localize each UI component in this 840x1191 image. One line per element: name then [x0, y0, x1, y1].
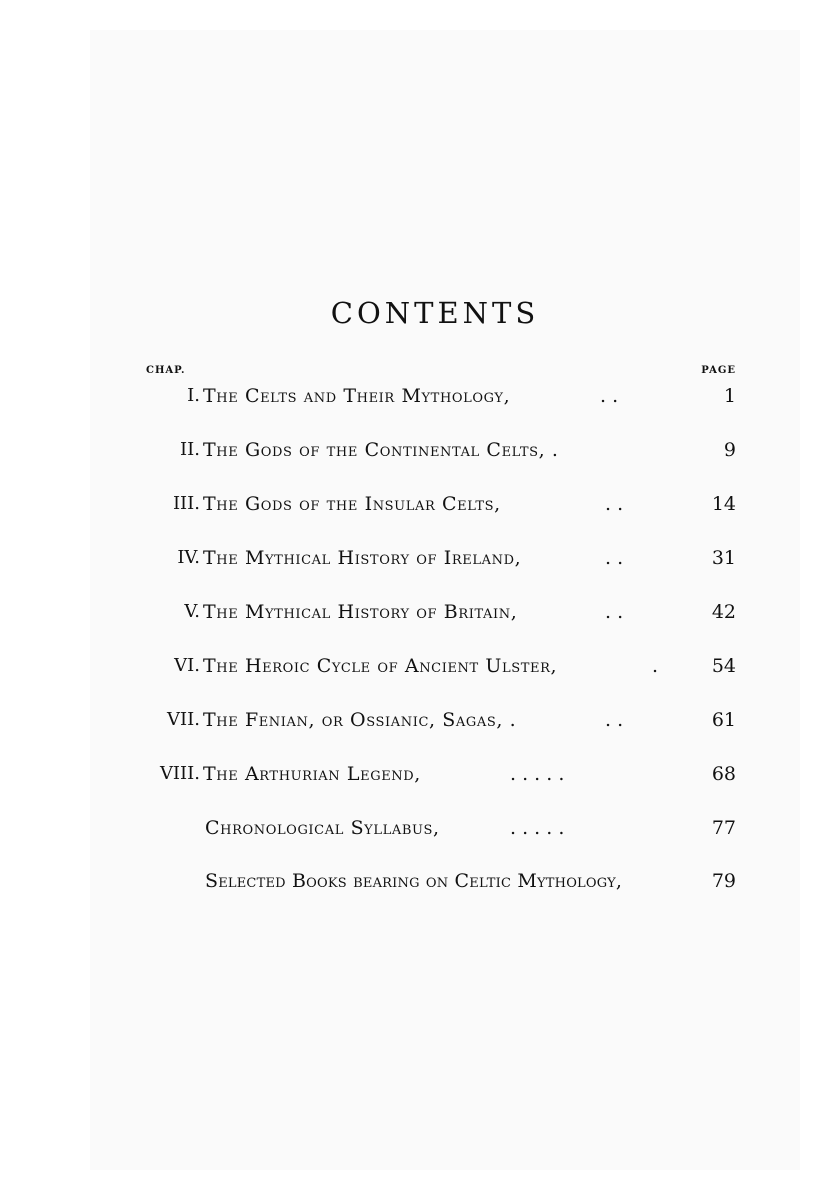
dot-leaders: . .: [600, 385, 619, 407]
chapter-title: The Mythical History of Britain,: [203, 601, 518, 623]
page-number: 77: [711, 817, 736, 839]
dot-leaders: . .: [605, 493, 624, 515]
appendix-title: Selected Books bearing on Celtic Mythology,: [205, 870, 623, 892]
toc-entry: [0, 597, 840, 627]
chapter-numeral: I.: [187, 385, 200, 406]
page-number: 1: [723, 385, 736, 407]
chapter-title: The Celts and Their Mythology,: [203, 385, 511, 407]
toc-entry: [0, 543, 840, 573]
chapter-numeral: VII.: [167, 709, 200, 730]
page-number: 14: [711, 493, 736, 515]
page-number: 31: [711, 547, 736, 569]
toc-entry: [0, 705, 840, 735]
dot-leaders: .: [652, 655, 659, 677]
page-number: 79: [711, 870, 736, 892]
chapter-title: The Gods of the Continental Celts, .: [203, 439, 559, 461]
chapter-numeral: IV.: [177, 547, 200, 568]
appendix-title: Chronological Syllabus,: [205, 817, 440, 839]
page-number: 9: [723, 439, 736, 461]
toc-entry: [0, 381, 840, 411]
chapter-numeral: VIII.: [159, 763, 200, 784]
chapter-title: The Arthurian Legend,: [203, 763, 421, 785]
dot-leaders: . .: [605, 601, 624, 623]
page-number: 68: [711, 763, 736, 785]
dot-leaders: . . . . .: [510, 817, 565, 839]
dot-leaders: . .: [605, 709, 624, 731]
page-column-label: PAGE: [701, 365, 736, 376]
dot-leaders: . .: [605, 547, 624, 569]
toc-entry: [0, 866, 840, 896]
page-number: 42: [711, 601, 736, 623]
page-number: 54: [711, 655, 736, 677]
chapter-numeral: III.: [172, 493, 200, 514]
dot-leaders: . . . . .: [510, 763, 565, 785]
toc-entry: [0, 435, 840, 465]
chapter-title: The Gods of the Insular Celts,: [203, 493, 501, 515]
chapter-title: The Heroic Cycle of Ancient Ulster,: [203, 655, 558, 677]
toc-entry: [0, 651, 840, 681]
toc-entry: [0, 489, 840, 519]
toc-entry: [0, 759, 840, 789]
chapter-numeral: II.: [180, 439, 200, 460]
chapter-title: The Fenian, or Ossianic, Sagas, .: [203, 709, 517, 731]
chapter-title: The Mythical History of Ireland,: [203, 547, 522, 569]
chapter-numeral: V.: [184, 601, 200, 622]
page-title: CONTENTS: [330, 296, 540, 330]
page-number: 61: [711, 709, 736, 731]
chapter-column-label: CHAP.: [146, 365, 186, 376]
chapter-numeral: VI.: [174, 655, 200, 676]
toc-entry: [0, 813, 840, 843]
